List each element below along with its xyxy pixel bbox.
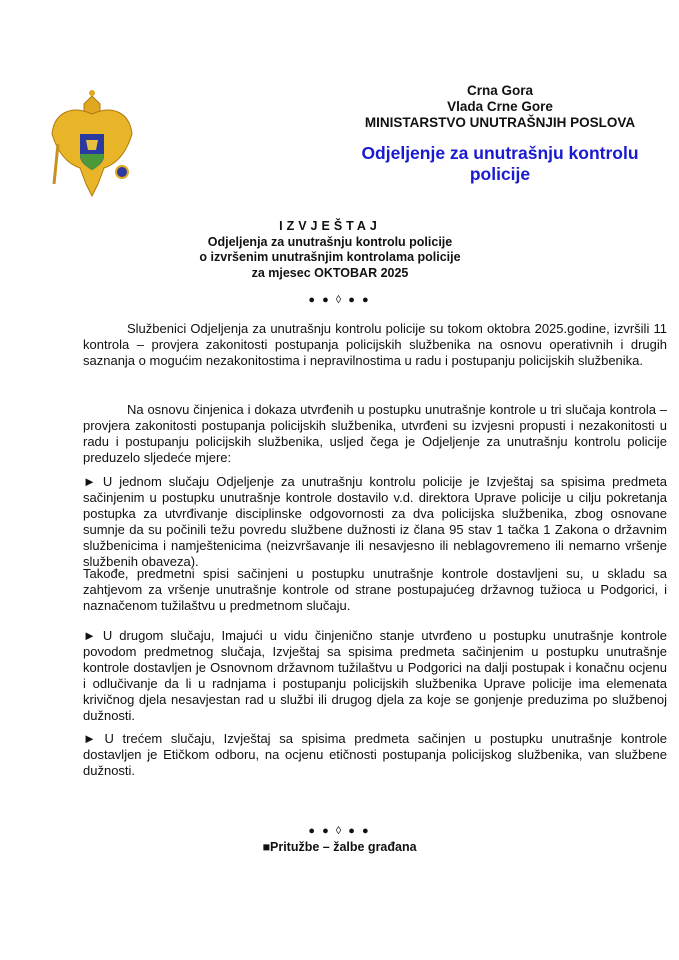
header-block [330,83,670,131]
report-title [130,219,530,281]
paragraph-1: Službenici Odjeljenja za unutrašnju kontrolu policije su tokom oktobra 2025.godine, izvršili 11 kontrola – provjera zakonitosti postupanja policijskih službenika na osnovu operativnih i drugih saznanja o mogućim nezakonitostima i nepravilnostima u radu i postupanju policijskih službenika. [83,321,667,368]
section-heading-complaints: ■Pritužbe – žalbe građana [262,840,417,854]
bullet-1: ► U jednom slučaju Odjeljenje za unutrašnju kontrolu policije je Izvještaj sa spisima predmeta sačinjenim u postupku unutrašnje kontrole dostavilo v.d. direktora Uprave policije u cilju pokretanja postupka za utvrđivanje disciplinske odgovornosti za dva policijska službenika, zbog osnovane sumnje da su počinili težu povredu službene dužnosti iz člana 95 stav 1 tačka 1 Zakona o državnim službenicima i namještenicima (neizvršavanje ili nesavjesno ili neblagovremeno ili nemarno vršenje službenih obaveza). [83,474,667,569]
bullet-1-continuation: Takođe, predmetni spisi sačinjeni u postupku unutrašnje kontrole dostavljeni su, u skladu sa zahtjevom za vršenje unutrašnje kontrole od strane postupajućeg državnog tužioca u Podgorici, i naznačenom tužilaštvu u predmetnom slučaju. [83,566,667,613]
report-subtitle-3: za mjesec OKTOBAR 2025 [251,265,409,280]
bullet-3: ► U trećem slučaju, Izvještaj sa spisima predmeta sačinjen u postupku unutrašnje kontrole dostavljen je Etičkom odboru, na ocjenu etičnosti postupanja policijskog službenika, van službene dužnosti. [83,731,667,778]
report-subtitle-1: Odjeljenja za unutrašnju kontrolu policije [207,234,453,249]
bullet-2: ► U drugom slučaju, Imajući u vidu činjenično stanje utvrđeno u postupku unutrašnje kontrole povodom predmetnog slučaja, Izvještaj sa spisima predmeta sačinjenim u postupku unutrašnje kontrole dostavljen je Osnovnom državnom tužilaštvu u Podgorici na dalji postupak i konačnu ocjenu i odlučivanje da li u radnjama i postupanju policijskih službenika Uprave policije ima elemenata krivičnog djela nesavjestan rad u službi ili drugog djela za koje se gonjenje preduzima po službenoj dužnosti. [83,628,667,723]
separator: ● ● ◊ ● ● [308,294,371,306]
paragraph-2: Na osnovu činjenica i dokaza utvrđenih u postupku unutrašnje kontrole u tri slučaja kontrola – provjera zakonitosti postupanja policijskih službenika, utvrđeni su izvjesni propusti i nezakonitosti u radu i postupanju policijskih službenika, usljed čega je Odjeljenje za unutrašnju kontrolu policije preduzelo sljedeće mjere: [83,402,667,465]
department-name: Odjeljenje za unutrašnju kontrolu policije [361,143,639,184]
report-subtitle-2: o izvršenim unutrašnjim kontrolama policije [199,250,461,264]
government-name: Vlada Crne Gore [447,99,553,114]
report-heading: IZVJEŠTAJ [279,219,381,233]
coat-of-arms-emblem [50,84,134,202]
ministry-name: MINISTARSTVO UNUTRAŠNJIH POSLOVA [364,115,636,130]
separator-2: ● ● ◊ ● ● [308,825,371,837]
country-name: Crna Gora [466,83,534,98]
